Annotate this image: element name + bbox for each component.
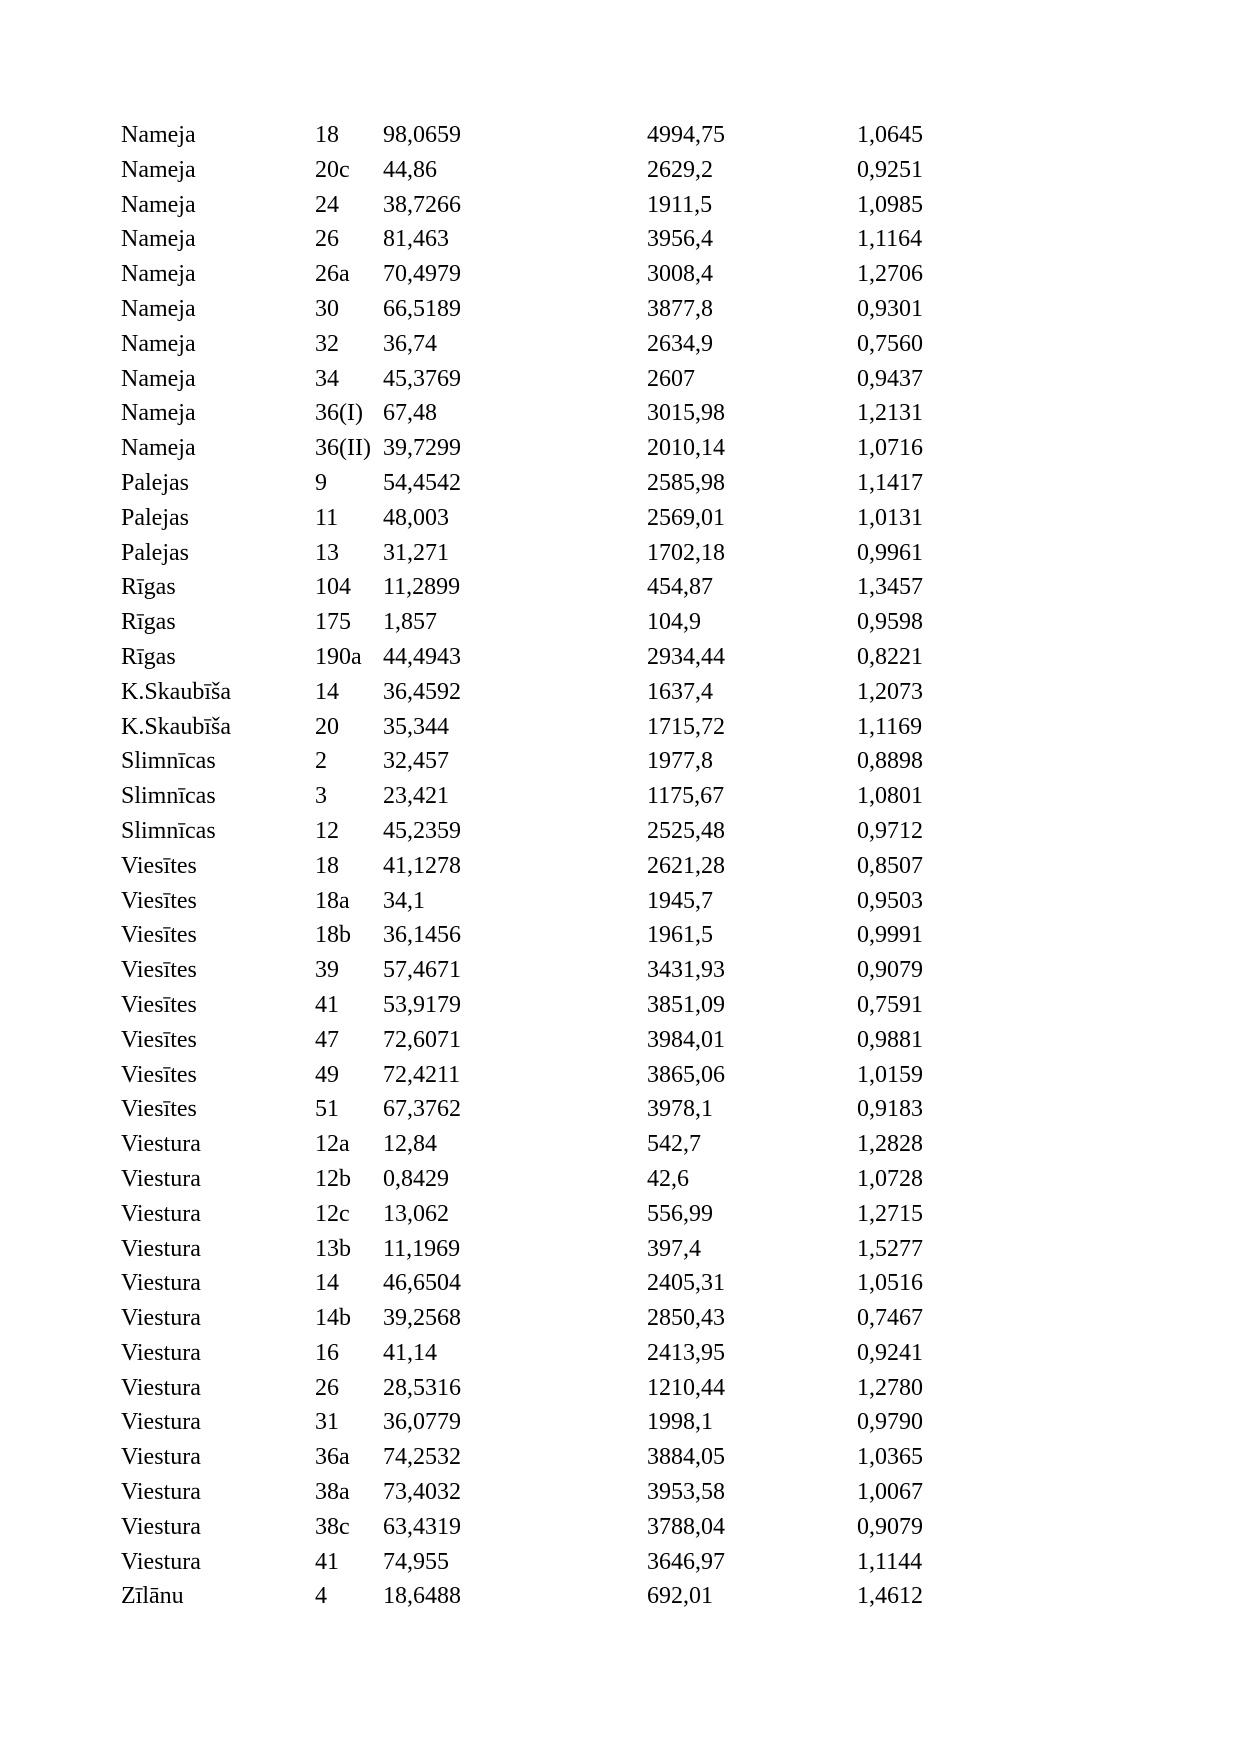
total-value-cell: 3646,97: [647, 1548, 725, 1575]
data-table: [121, 118, 977, 1614]
total-value-cell: 3851,09: [647, 991, 725, 1018]
street-cell: Viestura: [121, 1479, 201, 1506]
total-value-cell: 2569,01: [647, 504, 725, 531]
street-cell: Viestura: [121, 1548, 201, 1575]
table-body: [121, 118, 977, 1614]
street-cell: Viestura: [121, 1374, 201, 1401]
house-number-cell: 14: [315, 1270, 339, 1297]
area-cell: 36,74: [383, 330, 437, 357]
table-row: [121, 1545, 977, 1580]
total-value-cell: 2634,9: [647, 330, 713, 357]
house-number-cell: 36(I): [315, 400, 363, 427]
coefficient-cell: 1,5277: [857, 1235, 923, 1262]
total-value-cell: 1175,67: [647, 783, 725, 810]
street-cell: Nameja: [121, 226, 196, 253]
street-cell: Viesītes: [121, 1061, 197, 1088]
house-number-cell: 49: [315, 1061, 339, 1088]
total-value-cell: 2010,14: [647, 435, 725, 462]
area-cell: 73,4032: [383, 1479, 461, 1506]
street-cell: Rīgas: [121, 609, 176, 636]
table-row: [121, 1092, 977, 1127]
coefficient-cell: 1,0159: [857, 1061, 923, 1088]
total-value-cell: 1977,8: [647, 748, 713, 775]
house-number-cell: 16: [315, 1339, 339, 1366]
house-number-cell: 13b: [315, 1235, 351, 1262]
street-cell: Viestura: [121, 1305, 201, 1332]
area-cell: 74,2532: [383, 1444, 461, 1471]
house-number-cell: 26: [315, 226, 339, 253]
area-cell: 1,857: [383, 609, 437, 636]
house-number-cell: 26a: [315, 261, 350, 288]
table-row: [121, 362, 977, 397]
area-cell: 67,48: [383, 400, 437, 427]
house-number-cell: 36(II): [315, 435, 371, 462]
coefficient-cell: 0,8507: [857, 852, 923, 879]
coefficient-cell: 0,9079: [857, 957, 923, 984]
total-value-cell: 1702,18: [647, 539, 725, 566]
area-cell: 0,8429: [383, 1165, 449, 1192]
total-value-cell: 3008,4: [647, 261, 713, 288]
coefficient-cell: 0,9183: [857, 1096, 923, 1123]
area-cell: 38,7266: [383, 191, 461, 218]
house-number-cell: 14: [315, 678, 339, 705]
table-row: [121, 605, 977, 640]
area-cell: 67,3762: [383, 1096, 461, 1123]
area-cell: 72,4211: [383, 1061, 461, 1088]
total-value-cell: 2405,31: [647, 1270, 725, 1297]
area-cell: 57,4671: [383, 957, 461, 984]
table-row: [121, 953, 977, 988]
area-cell: 54,4542: [383, 469, 461, 496]
street-cell: Viesītes: [121, 1096, 197, 1123]
table-row: [121, 153, 977, 188]
total-value-cell: 3956,4: [647, 226, 713, 253]
street-cell: Viestura: [121, 1235, 201, 1262]
table-row: [121, 1475, 977, 1510]
house-number-cell: 38c: [315, 1513, 350, 1540]
coefficient-cell: 0,9598: [857, 609, 923, 636]
house-number-cell: 34: [315, 365, 339, 392]
house-number-cell: 12a: [315, 1131, 350, 1158]
area-cell: 48,003: [383, 504, 449, 531]
table-row: [121, 327, 977, 362]
total-value-cell: 1911,5: [647, 191, 713, 218]
street-cell: Slimnīcas: [121, 748, 216, 775]
house-number-cell: 26: [315, 1374, 339, 1401]
table-row: [121, 710, 977, 745]
street-cell: Zīlānu: [121, 1583, 184, 1610]
area-cell: 32,457: [383, 748, 449, 775]
area-cell: 34,1: [383, 887, 425, 914]
area-cell: 28,5316: [383, 1374, 461, 1401]
coefficient-cell: 0,9301: [857, 295, 923, 322]
table-row: [121, 1058, 977, 1093]
street-cell: Viestura: [121, 1444, 201, 1471]
area-cell: 41,14: [383, 1339, 437, 1366]
house-number-cell: 30: [315, 295, 339, 322]
area-cell: 11,1969: [383, 1235, 461, 1262]
area-cell: 72,6071: [383, 1026, 461, 1053]
street-cell: Nameja: [121, 191, 196, 218]
house-number-cell: 20c: [315, 156, 350, 183]
house-number-cell: 20: [315, 713, 339, 740]
coefficient-cell: 0,9503: [857, 887, 923, 914]
table-row: [121, 396, 977, 431]
street-cell: Viestura: [121, 1165, 201, 1192]
coefficient-cell: 1,0365: [857, 1444, 923, 1471]
coefficient-cell: 1,0985: [857, 191, 923, 218]
coefficient-cell: 1,0516: [857, 1270, 923, 1297]
table-row: [121, 918, 977, 953]
table-row: [121, 222, 977, 257]
street-cell: Viesītes: [121, 887, 197, 914]
total-value-cell: 556,99: [647, 1200, 713, 1227]
street-cell: Nameja: [121, 156, 196, 183]
house-number-cell: 32: [315, 330, 339, 357]
area-cell: 70,4979: [383, 261, 461, 288]
street-cell: Viesītes: [121, 852, 197, 879]
coefficient-cell: 0,8221: [857, 643, 923, 670]
coefficient-cell: 1,2706: [857, 261, 923, 288]
table-row: [121, 1266, 977, 1301]
coefficient-cell: 0,7467: [857, 1305, 923, 1332]
area-cell: 74,955: [383, 1548, 449, 1575]
street-cell: Palejas: [121, 539, 189, 566]
street-cell: K.Skaubīša: [121, 713, 231, 740]
table-row: [121, 188, 977, 223]
house-number-cell: 12: [315, 817, 339, 844]
total-value-cell: 3865,06: [647, 1061, 725, 1088]
area-cell: 31,271: [383, 539, 449, 566]
house-number-cell: 36a: [315, 1444, 350, 1471]
coefficient-cell: 1,2780: [857, 1374, 923, 1401]
street-cell: Palejas: [121, 469, 189, 496]
table-row: [121, 675, 977, 710]
area-cell: 13,062: [383, 1200, 449, 1227]
total-value-cell: 692,01: [647, 1583, 713, 1610]
table-row: [121, 1336, 977, 1371]
table-row: [121, 884, 977, 919]
coefficient-cell: 1,4612: [857, 1583, 923, 1610]
coefficient-cell: 1,1144: [857, 1548, 923, 1575]
house-number-cell: 31: [315, 1409, 339, 1436]
area-cell: 18,6488: [383, 1583, 461, 1610]
street-cell: Viesītes: [121, 957, 197, 984]
coefficient-cell: 1,2073: [857, 678, 923, 705]
area-cell: 36,4592: [383, 678, 461, 705]
table-row: [121, 1023, 977, 1058]
house-number-cell: 51: [315, 1096, 339, 1123]
table-row: [121, 779, 977, 814]
street-cell: Nameja: [121, 122, 196, 148]
total-value-cell: 3788,04: [647, 1513, 725, 1540]
total-value-cell: 3884,05: [647, 1444, 725, 1471]
house-number-cell: 24: [315, 191, 339, 218]
table-row: [121, 501, 977, 536]
table-row: [121, 257, 977, 292]
coefficient-cell: 0,9881: [857, 1026, 923, 1053]
area-cell: 41,1278: [383, 852, 461, 879]
coefficient-cell: 0,7560: [857, 330, 923, 357]
coefficient-cell: 0,9790: [857, 1409, 923, 1436]
total-value-cell: 1210,44: [647, 1374, 725, 1401]
coefficient-cell: 0,9251: [857, 156, 923, 183]
street-cell: Slimnīcas: [121, 817, 216, 844]
street-cell: Nameja: [121, 330, 196, 357]
house-number-cell: 9: [315, 469, 327, 496]
area-cell: 39,2568: [383, 1305, 461, 1332]
house-number-cell: 104: [315, 574, 351, 601]
coefficient-cell: 1,2131: [857, 400, 923, 427]
street-cell: Rīgas: [121, 643, 176, 670]
total-value-cell: 4994,75: [647, 122, 725, 148]
total-value-cell: 2621,28: [647, 852, 725, 879]
area-cell: 44,4943: [383, 643, 461, 670]
coefficient-cell: 0,9437: [857, 365, 923, 392]
street-cell: Nameja: [121, 435, 196, 462]
house-number-cell: 175: [315, 609, 351, 636]
total-value-cell: 2413,95: [647, 1339, 725, 1366]
area-cell: 63,4319: [383, 1513, 461, 1540]
coefficient-cell: 0,9991: [857, 922, 923, 949]
area-cell: 36,1456: [383, 922, 461, 949]
street-cell: Viestura: [121, 1409, 201, 1436]
street-cell: Palejas: [121, 504, 189, 531]
table-row: [121, 1371, 977, 1406]
house-number-cell: 47: [315, 1026, 339, 1053]
coefficient-cell: 1,3457: [857, 574, 923, 601]
street-cell: Viesītes: [121, 922, 197, 949]
area-cell: 81,463: [383, 226, 449, 253]
table-row: [121, 1440, 977, 1475]
house-number-cell: 14b: [315, 1305, 351, 1332]
area-cell: 53,9179: [383, 991, 461, 1018]
house-number-cell: 12b: [315, 1165, 351, 1192]
total-value-cell: 2934,44: [647, 643, 725, 670]
area-cell: 39,7299: [383, 435, 461, 462]
total-value-cell: 454,87: [647, 574, 713, 601]
table-row: [121, 1232, 977, 1267]
area-cell: 11,2899: [383, 574, 461, 601]
table-row: [121, 466, 977, 501]
table-row: [121, 814, 977, 849]
street-cell: Viestura: [121, 1131, 201, 1158]
house-number-cell: 3: [315, 783, 327, 810]
house-number-cell: 13: [315, 539, 339, 566]
coefficient-cell: 1,0728: [857, 1165, 923, 1192]
total-value-cell: 104,9: [647, 609, 701, 636]
total-value-cell: 1945,7: [647, 887, 713, 914]
coefficient-cell: 1,0645: [857, 122, 923, 148]
coefficient-cell: 1,2828: [857, 1131, 923, 1158]
area-cell: 46,6504: [383, 1270, 461, 1297]
table-row: [121, 1162, 977, 1197]
house-number-cell: 11: [315, 504, 339, 531]
street-cell: Viesītes: [121, 991, 197, 1018]
coefficient-cell: 1,0801: [857, 783, 923, 810]
total-value-cell: 1715,72: [647, 713, 725, 740]
house-number-cell: 12c: [315, 1200, 350, 1227]
coefficient-cell: 0,9241: [857, 1339, 923, 1366]
total-value-cell: 2525,48: [647, 817, 725, 844]
house-number-cell: 18: [315, 852, 339, 879]
area-cell: 23,421: [383, 783, 449, 810]
total-value-cell: 1637,4: [647, 678, 713, 705]
area-cell: 45,2359: [383, 817, 461, 844]
table-row: [121, 431, 977, 466]
area-cell: 45,3769: [383, 365, 461, 392]
house-number-cell: 38a: [315, 1479, 350, 1506]
street-cell: Slimnīcas: [121, 783, 216, 810]
area-cell: 35,344: [383, 713, 449, 740]
total-value-cell: 2629,2: [647, 156, 713, 183]
street-cell: Viesītes: [121, 1026, 197, 1053]
coefficient-cell: 1,1164: [857, 226, 923, 253]
street-cell: Nameja: [121, 365, 196, 392]
street-cell: Viestura: [121, 1270, 201, 1297]
coefficient-cell: 0,9079: [857, 1513, 923, 1540]
house-number-cell: 41: [315, 991, 339, 1018]
total-value-cell: 3015,98: [647, 400, 725, 427]
table-row: [121, 1510, 977, 1545]
area-cell: 98,0659: [383, 122, 461, 148]
coefficient-cell: 0,8898: [857, 748, 923, 775]
table-row: [121, 118, 977, 153]
coefficient-cell: 0,9961: [857, 539, 923, 566]
table-row: [121, 849, 977, 884]
coefficient-cell: 1,1417: [857, 469, 923, 496]
total-value-cell: 542,7: [647, 1131, 701, 1158]
total-value-cell: 3431,93: [647, 957, 725, 984]
total-value-cell: 2585,98: [647, 469, 725, 496]
coefficient-cell: 1,2715: [857, 1200, 923, 1227]
house-number-cell: 18b: [315, 922, 351, 949]
total-value-cell: 397,4: [647, 1235, 701, 1262]
street-cell: K.Skaubīša: [121, 678, 231, 705]
table-row: [121, 640, 977, 675]
table-row: [121, 536, 977, 571]
coefficient-cell: 1,1169: [857, 713, 923, 740]
table-row: [121, 988, 977, 1023]
table-row: [121, 570, 977, 605]
house-number-cell: 41: [315, 1548, 339, 1575]
area-cell: 36,0779: [383, 1409, 461, 1436]
coefficient-cell: 0,7591: [857, 991, 923, 1018]
table-row: [121, 292, 977, 327]
street-cell: Nameja: [121, 261, 196, 288]
total-value-cell: 1998,1: [647, 1409, 713, 1436]
total-value-cell: 2607: [647, 365, 695, 392]
area-cell: 44,86: [383, 156, 437, 183]
house-number-cell: 18a: [315, 887, 350, 914]
area-cell: 66,5189: [383, 295, 461, 322]
table-row: [121, 1301, 977, 1336]
street-cell: Viestura: [121, 1200, 201, 1227]
total-value-cell: 2850,43: [647, 1305, 725, 1332]
street-cell: Viestura: [121, 1339, 201, 1366]
coefficient-cell: 1,0067: [857, 1479, 923, 1506]
coefficient-cell: 0,9712: [857, 817, 923, 844]
table-row: [121, 744, 977, 779]
coefficient-cell: 1,0131: [857, 504, 923, 531]
house-number-cell: 4: [315, 1583, 327, 1610]
total-value-cell: 3984,01: [647, 1026, 725, 1053]
house-number-cell: 39: [315, 957, 339, 984]
street-cell: Viestura: [121, 1513, 201, 1540]
total-value-cell: 1961,5: [647, 922, 713, 949]
table-row: [121, 1197, 977, 1232]
street-cell: Rīgas: [121, 574, 176, 601]
area-cell: 12,84: [383, 1131, 437, 1158]
total-value-cell: 3978,1: [647, 1096, 713, 1123]
table-row: [121, 1127, 977, 1162]
total-value-cell: 3877,8: [647, 295, 713, 322]
house-number-cell: 18: [315, 122, 339, 148]
total-value-cell: 3953,58: [647, 1479, 725, 1506]
street-cell: Nameja: [121, 400, 196, 427]
table-row: [121, 1579, 977, 1614]
street-cell: Nameja: [121, 295, 196, 322]
house-number-cell: 2: [315, 748, 327, 775]
table-row: [121, 1405, 977, 1440]
total-value-cell: 42,6: [647, 1165, 689, 1192]
coefficient-cell: 1,0716: [857, 435, 923, 462]
house-number-cell: 190a: [315, 643, 362, 670]
